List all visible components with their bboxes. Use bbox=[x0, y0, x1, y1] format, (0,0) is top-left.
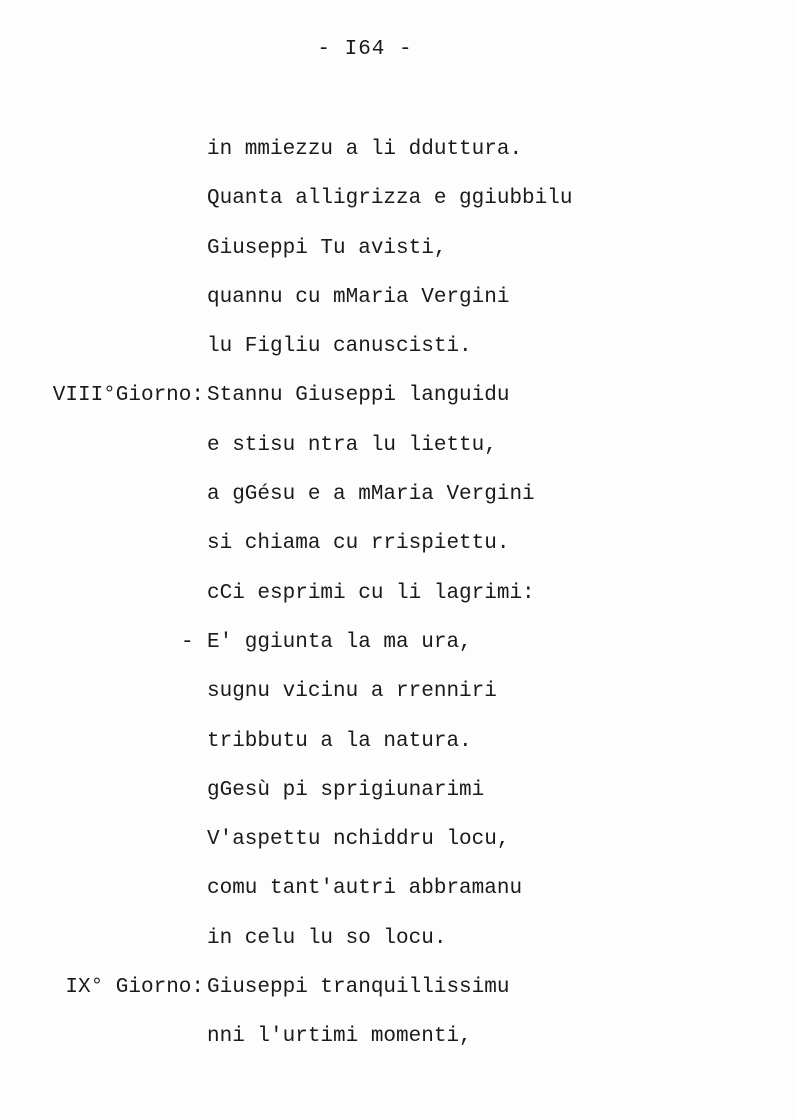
verse-line bbox=[0, 182, 797, 231]
verse-text: comu tant'autri abbramanu bbox=[207, 877, 523, 901]
verse-line bbox=[0, 922, 797, 971]
verse-text: si chiama cu rrispiettu. bbox=[207, 532, 510, 556]
verse-line bbox=[0, 429, 797, 478]
verse-text: e stisu ntra lu liettu, bbox=[207, 433, 497, 457]
verse-text: Quanta alligrizza e ggiubbilu bbox=[207, 187, 573, 211]
day-label: IX° Giorno: bbox=[65, 976, 204, 1000]
verse-text: gGesù pi sprigiunarimi bbox=[207, 778, 485, 802]
verse-line bbox=[0, 1020, 797, 1069]
verse-text: Giuseppi Tu avisti, bbox=[207, 236, 447, 260]
verse-line bbox=[0, 823, 797, 872]
verse-text: tribbutu a la natura. bbox=[207, 729, 472, 753]
verse-text: in mmiezzu a li dduttura. bbox=[207, 138, 523, 161]
verse-text: nni l'urtimi momenti, bbox=[207, 1025, 472, 1049]
verse-text: Giuseppi tranquillissimu bbox=[207, 976, 510, 1000]
verse-line bbox=[0, 379, 797, 428]
verse-line bbox=[0, 626, 797, 675]
page-number: - I64 - bbox=[317, 38, 413, 61]
verse-text: cCi esprimi cu li lagrimi: bbox=[207, 581, 535, 605]
verse-line bbox=[0, 281, 797, 330]
verse-line bbox=[0, 232, 797, 281]
verse-line bbox=[0, 675, 797, 724]
verse-line bbox=[0, 725, 797, 774]
verse-line bbox=[0, 133, 797, 182]
verse-text: a gGésu e a mMaria Vergini bbox=[207, 483, 535, 507]
verse-line bbox=[0, 971, 797, 1020]
day-label: VIII°Giorno: bbox=[52, 384, 204, 408]
verse-lines bbox=[0, 133, 797, 1070]
dialogue-dash: - bbox=[181, 630, 194, 654]
verse-text: lu Figliu canuscisti. bbox=[207, 335, 472, 359]
verse-line bbox=[0, 330, 797, 379]
verse-line bbox=[0, 872, 797, 921]
verse-line bbox=[0, 527, 797, 576]
verse-line bbox=[0, 478, 797, 527]
verse-text: V'aspettu nchiddru locu, bbox=[207, 828, 510, 852]
verse-line bbox=[0, 577, 797, 626]
verse-line bbox=[0, 774, 797, 823]
verse-text: sugnu vicinu a rrenniri bbox=[207, 680, 497, 704]
verse-text: in celu lu so locu. bbox=[207, 926, 447, 950]
verse-text: E' ggiunta la ma ura, bbox=[207, 630, 472, 654]
verse-text: quannu cu mMaria Vergini bbox=[207, 285, 510, 309]
verse-text: Stannu Giuseppi languidu bbox=[207, 384, 510, 408]
